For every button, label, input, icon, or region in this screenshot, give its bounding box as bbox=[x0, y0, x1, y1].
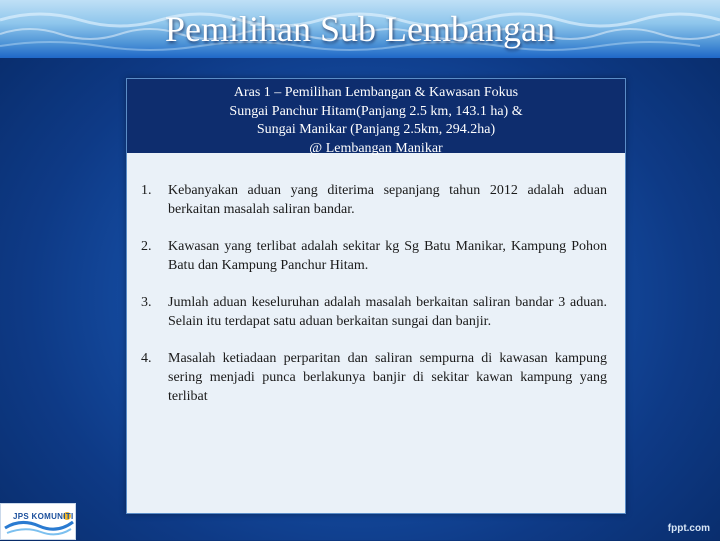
item-text: Masalah ketiadaan perparitan dan saliran sempurna di kawasan kampung sering menjadi punca berlakunya banjir di sekitar kawan kampung yang terlibat bbox=[168, 351, 607, 404]
header-line: Aras 1 – Pemilihan Lembangan & Kawasan Fokus bbox=[233, 85, 519, 100]
header-line: @ Lembangan Manikar bbox=[309, 140, 443, 156]
item-text: Jumlah aduan keseluruhan adalah masalah berkaitan saliran bandar 3 aduan. Selain itu terdapat satu aduan berkaitan sungai dan banjir. bbox=[168, 295, 607, 329]
list-item bbox=[141, 349, 607, 406]
item-text: Kebanyakan aduan yang diterima sepanjang tahun 2012 adalah aduan berkaitan masalah saliran bandar. bbox=[168, 183, 607, 217]
list-item bbox=[141, 237, 607, 275]
jps-komuniti-logo bbox=[0, 503, 76, 540]
card-header bbox=[127, 79, 625, 156]
item-text: Kawasan yang terlibat adalah sekitar kg Sg Batu Manikar, Kampung Pohon Batu dan Kampung Panchur Hitam. bbox=[168, 239, 607, 273]
item-number: 1. bbox=[141, 183, 152, 198]
slide-title: Pemilihan Sub Lembangan bbox=[165, 9, 555, 49]
list-item bbox=[141, 293, 607, 331]
list-item bbox=[141, 181, 607, 219]
item-number: 2. bbox=[141, 239, 152, 254]
header-line: Sungai Manikar (Panjang 2.5km, 294.2ha) bbox=[256, 122, 496, 137]
content-card bbox=[126, 78, 626, 514]
item-number: 4. bbox=[141, 351, 152, 366]
logo-text: JPS KOMUNITI bbox=[13, 512, 74, 521]
watermark-text: fppt.com bbox=[667, 523, 710, 534]
header-line: Sungai Panchur Hitam(Panjang 2.5 km, 143.1 ha) & bbox=[229, 103, 523, 119]
item-number: 3. bbox=[141, 295, 152, 310]
findings-list bbox=[127, 153, 625, 406]
